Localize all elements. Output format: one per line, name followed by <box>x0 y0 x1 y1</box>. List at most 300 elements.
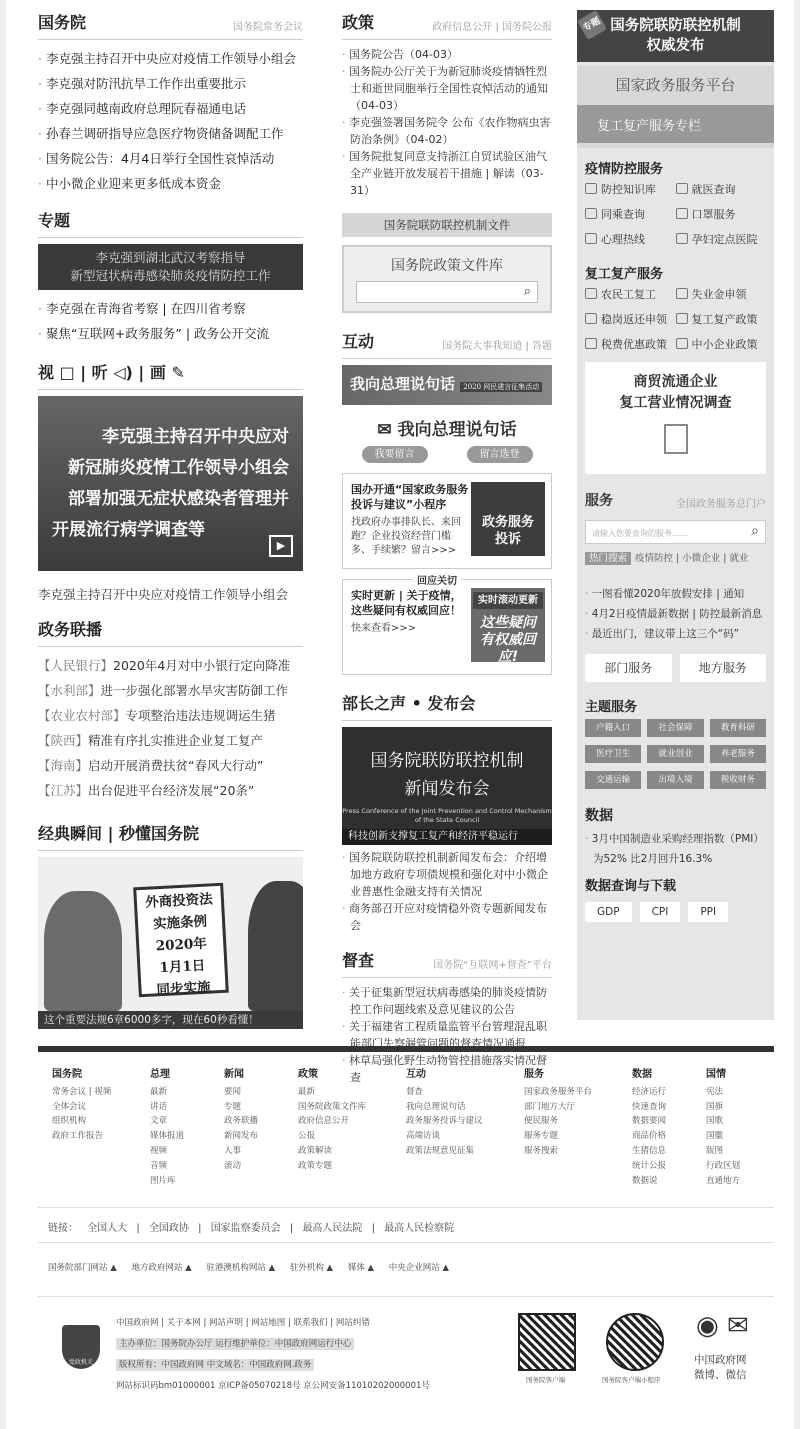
list-item[interactable]: · 最近出门，建议带上这三个“码” <box>585 624 766 644</box>
list-item[interactable]: · 关于征集新型冠状病毒感染的肺炎疫情防控工作问题线索及意见建议的公告 <box>342 984 552 1018</box>
theme-tag[interactable]: 税收财务 <box>710 771 766 789</box>
premier-banner[interactable] <box>342 365 552 405</box>
service-search-input[interactable] <box>585 520 766 544</box>
footer-col-heading[interactable]: 服务 <box>524 1069 544 1080</box>
separator: | <box>198 1223 202 1234</box>
press-caption: 科技创新支撑复工复产和经济平稳运行 <box>342 829 552 845</box>
footer-link[interactable]: 政策解读 <box>298 1145 333 1156</box>
heart-icon <box>585 233 597 244</box>
social-line: 微博、微信 <box>694 1369 747 1381</box>
banner-line: 李克强到湖北武汉考察指导 <box>95 250 246 265</box>
theme-tag[interactable]: 出境入境 <box>647 771 703 789</box>
section-title[interactable]: 部长之声 • 发布会 <box>342 694 476 713</box>
list-item[interactable]: · 孙春兰调研指导应急医疗物资储备调配工作 <box>38 121 303 146</box>
local-service-button[interactable]: 地方服务 <box>680 654 767 682</box>
platform-title: 国家政务服务平台 <box>615 76 736 94</box>
board-line: 实施条例 <box>152 913 208 933</box>
cartoon-caption: 这个重要法规6章6000多字，现在60秒看懂！ <box>38 1011 303 1029</box>
service-link[interactable] <box>585 181 676 197</box>
hot-search <box>577 544 774 564</box>
theme-tag[interactable]: 户籍入口 <box>585 719 641 737</box>
train-icon <box>585 208 597 219</box>
footer-link[interactable]: 政务联播 <box>224 1116 259 1127</box>
authority-release-banner[interactable] <box>577 10 774 62</box>
footer-col <box>692 1068 752 1197</box>
policy-database <box>342 245 552 313</box>
section-header-zhuanti <box>38 208 303 238</box>
section-title: 主题服务 <box>585 700 638 715</box>
press-line: 新闻发布会 <box>404 779 490 799</box>
list-item[interactable]: · 李克强同越南政府总理阮春福通电话 <box>38 96 303 121</box>
footer-link[interactable]: 生猪信息 <box>632 1145 667 1156</box>
video-thumbnail[interactable] <box>38 396 303 571</box>
list-item[interactable]: · 关于福建省工程质量监管平台管理混乱职能部门失察漏管问题的督查情况通报 <box>342 1018 552 1052</box>
mask-icon <box>676 208 688 219</box>
site-dropdown[interactable]: 驻港澳机构网站 ▲ <box>206 1263 276 1273</box>
list-item[interactable]: · 国务院公告（04-03） <box>342 46 552 63</box>
footer-col <box>210 1068 284 1197</box>
footer-link[interactable]: 国徽 <box>706 1131 724 1142</box>
service-label: 中小企业政策 <box>691 338 758 351</box>
footer-col-heading[interactable]: 国务院 <box>52 1069 82 1080</box>
document-icon <box>676 313 688 324</box>
footer-link[interactable]: 视频 <box>150 1145 168 1156</box>
service-grid <box>585 181 766 247</box>
footer-info <box>116 1313 430 1397</box>
qr-code-client <box>518 1313 576 1371</box>
footer-link[interactable]: 高端访谈 <box>406 1131 441 1142</box>
premier-title-text: 我向总理说句话 <box>397 420 517 440</box>
lianbo-list <box>38 653 303 803</box>
footer-link[interactable]: 音频 <box>150 1160 168 1171</box>
list-item[interactable] <box>38 653 303 678</box>
card-text <box>351 588 469 636</box>
list-item[interactable]: · 李克强在青海省考察 | 在四川省考察 <box>38 296 303 321</box>
service-link[interactable] <box>585 336 676 352</box>
service-label: 稳岗返还申领 <box>601 313 667 326</box>
section-header-hudong <box>342 329 552 359</box>
hospital-icon <box>676 183 688 194</box>
footer-link[interactable]: 版图 <box>706 1145 724 1156</box>
list-item[interactable]: · 李克强对防汛抗旱工作作出重要批示 <box>38 71 303 96</box>
list-item[interactable]: · 国务院联防联控机制新闻发布会：介绍增加地方政府专项债规模和强化对中小微企业普惠性金融支持有关情况 <box>342 849 552 900</box>
item-text: 2020年4月对中小银行定向降准 <box>113 658 291 673</box>
icp-info: 网站标识码bm01000001 京ICP备05070218号 京公网安备11010202000001号 <box>116 1381 430 1391</box>
footer-link[interactable]: 国务院政策文件库 <box>298 1101 367 1112</box>
footer-link[interactable]: 数据要闻 <box>632 1116 667 1127</box>
press-english: Press Conference of the Joint Prevention and Control Mechanism of the State Council <box>342 807 552 824</box>
banner-line: 国务院联防联控机制 <box>610 18 741 34</box>
video-text-line: 李克强主持召开中央应对 <box>102 427 289 447</box>
footer-link[interactable]: 督查 <box>406 1086 424 1097</box>
item-text: 启动开展消费扶贫“春风大行动” <box>88 758 264 773</box>
social-label <box>694 1353 747 1383</box>
section-header-jingdian <box>38 821 303 851</box>
section-meta-link[interactable]: 国务院“互联网+督查”平台 <box>433 960 552 971</box>
service-label: 口罩服务 <box>691 208 736 221</box>
list-item[interactable]: · 3月中国制造业采购经理指数（PMI）为52% 比2月回升16.3% <box>585 829 766 869</box>
section-title[interactable]: 督查 <box>342 951 375 970</box>
video-text-line: 开展流行病学调查等 <box>52 520 205 540</box>
theme-tags <box>577 719 774 789</box>
service-link[interactable] <box>585 311 676 327</box>
separator: | <box>289 1223 294 1234</box>
service-link[interactable] <box>676 206 767 222</box>
theme-tag[interactable]: 医疗卫生 <box>585 745 641 763</box>
survey-line: 复工营业情况调查 <box>619 395 732 411</box>
service-label: 同乘查询 <box>601 208 645 221</box>
list-item[interactable] <box>38 728 303 753</box>
link[interactable]: 国家监察委员会 <box>210 1223 281 1234</box>
link[interactable]: 全国人大 <box>87 1223 128 1234</box>
book-icon <box>585 183 597 194</box>
service-label: 防控知识库 <box>601 183 656 196</box>
footer-link[interactable]: 国歌 <box>706 1116 724 1127</box>
footer-link[interactable]: 便民服务 <box>524 1116 559 1127</box>
news-list <box>38 46 303 196</box>
service-link[interactable] <box>676 336 767 352</box>
footer-link[interactable]: 国家政务服务平台 <box>524 1086 593 1097</box>
section-title: 数据 <box>585 808 613 824</box>
qr-caption: 国务院客户端小程序 <box>602 1376 661 1384</box>
service-label: 税费优惠政策 <box>601 338 667 351</box>
response-image <box>471 588 545 665</box>
bottom-links[interactable]: 中国政府网 | 关于本网 | 网站声明 | 网站地图 | 联系我们 | 网站纠错 <box>116 1318 370 1328</box>
card-body: 快来查看>>> <box>351 623 417 634</box>
list-item[interactable]: · 国务院办公厅关于为新冠肺炎疫情牺牲烈士和逝世同胞举行全国性哀悼活动的通知（04-03） <box>342 63 552 114</box>
card-head: 回应关切 <box>413 572 461 587</box>
qr-code-miniprogram <box>606 1313 664 1371</box>
service-link[interactable] <box>676 286 767 302</box>
complaint-card[interactable] <box>342 473 552 569</box>
survey-line: 商贸流通企业 <box>633 374 718 390</box>
theme-tag[interactable]: 交通运输 <box>585 771 641 789</box>
img-line: 投诉 <box>494 532 521 547</box>
card-body: 找政府办事排队长、来回跑？企业投资经营门槛多、手续繁？留言>>> <box>351 517 461 556</box>
footer-link[interactable]: 数据说 <box>632 1175 658 1186</box>
footer-link[interactable]: 政府信息公开 <box>298 1116 350 1127</box>
footer-link[interactable]: 政策专题 <box>298 1160 333 1171</box>
section-title[interactable]: 经典瞬间 | 秒懂国务院 <box>38 824 199 843</box>
gdp-button[interactable]: GDP <box>585 902 632 922</box>
region-tag: 【陕西】 <box>38 733 89 748</box>
footer-link[interactable]: 讲话 <box>150 1101 168 1112</box>
search-icon[interactable]: ⌕ <box>523 284 531 299</box>
footer-link[interactable]: 公报 <box>298 1131 316 1142</box>
list-item[interactable] <box>38 703 303 728</box>
board-line: 外商投资法 <box>144 891 214 911</box>
building-icon <box>664 424 688 454</box>
item-text: 精准有序扎实推进企业复工复产 <box>88 733 264 748</box>
footer-link[interactable]: 常务会议 | 视频 <box>52 1086 112 1097</box>
document-icon <box>676 338 688 349</box>
theme-services <box>577 696 774 715</box>
separator: | <box>136 1223 140 1234</box>
topic-badge: 专题 <box>577 10 607 40</box>
survey-banner[interactable] <box>585 362 766 474</box>
service-portal-link[interactable]: 全国政务服务总门户 <box>676 499 766 510</box>
section-title[interactable]: 国务院 <box>38 13 87 32</box>
footer-link[interactable]: 专题 <box>224 1101 242 1112</box>
cartoon-person-right <box>248 881 303 1011</box>
service-buttons <box>577 644 774 682</box>
footer-col-heading[interactable]: 政策 <box>298 1069 318 1080</box>
footer-col-heading[interactable]: 数据 <box>632 1069 652 1080</box>
footer-col <box>510 1068 618 1197</box>
banner-line: 权威发布 <box>646 38 705 54</box>
region-tag: 【人民银行】 <box>38 658 114 673</box>
response-card[interactable] <box>342 576 552 675</box>
press-conference-image[interactable] <box>342 727 552 845</box>
footer-link[interactable]: 直通地方 <box>706 1175 741 1186</box>
section-header-guowuyuan <box>38 10 303 40</box>
list-item[interactable] <box>38 678 303 703</box>
service-grid <box>585 286 766 352</box>
footer-link[interactable]: 商品价格 <box>632 1131 667 1142</box>
footer-link[interactable]: 我向总理说句话 <box>406 1101 466 1112</box>
footer-link[interactable]: 全体会议 <box>52 1101 87 1112</box>
list-item[interactable]: · 一图看懂2020年放假安排 | 通知 <box>585 584 766 604</box>
section-title[interactable]: 互动 <box>342 332 375 351</box>
footer-link[interactable]: 快速查询 <box>632 1101 667 1112</box>
ppi-button[interactable]: PPI <box>688 902 728 922</box>
links-label: 链接： <box>48 1223 78 1234</box>
left-column <box>38 10 303 1029</box>
theme-tag[interactable]: 养老服务 <box>710 745 766 763</box>
policy-list <box>342 46 552 199</box>
footer-link[interactable]: 政务服务投诉与建议 <box>406 1116 483 1127</box>
img-line: 政务服务 <box>481 515 534 530</box>
list-item[interactable]: · 聚焦“互联网+政务服务” | 政务公开交流 <box>38 321 303 346</box>
party-emblem-icon[interactable] <box>62 1325 100 1369</box>
section-title[interactable]: 专题 <box>38 211 71 230</box>
topic-list <box>38 296 303 346</box>
footer-link[interactable]: 政府工作报告 <box>52 1131 104 1142</box>
right-column <box>577 10 774 1020</box>
document-icon <box>585 338 597 349</box>
card-text <box>351 482 469 558</box>
service-label: 失业金申领 <box>691 288 747 301</box>
leave-message-button[interactable]: 我要留言 <box>362 446 428 463</box>
list-item[interactable]: · 林草局强化野生动物管控措施落实情况督查 <box>342 1052 552 1086</box>
press-line: 国务院联防联控机制 <box>370 751 524 771</box>
region-tag: 【海南】 <box>38 758 89 773</box>
footer-bottom <box>38 1297 774 1407</box>
services-header <box>577 474 774 514</box>
section-title[interactable]: 政策 <box>342 13 375 32</box>
envelope-icon: ✉ <box>377 420 398 440</box>
pregnant-icon <box>676 233 688 244</box>
board-line: 1月1日 <box>159 957 206 977</box>
footer-link[interactable]: 宪法 <box>706 1086 724 1097</box>
service-link[interactable] <box>585 206 676 222</box>
list-item[interactable] <box>38 753 303 778</box>
list-item[interactable]: · 国务院公告：4月4日举行全国性哀悼活动 <box>38 146 303 171</box>
sponsor-info: 主办单位：国务院办公厅 运行维护单位：中国政府网运行中心 <box>116 1338 354 1350</box>
mechanism-file-button[interactable]: 国务院联防联控机制文件 <box>342 213 552 237</box>
section-meta-link[interactable]: 政府信息公开 | 国务院公报 <box>432 22 552 33</box>
section-header-lianbo <box>38 617 303 647</box>
footer-link[interactable]: 人事 <box>224 1145 242 1156</box>
data-buttons <box>577 898 774 926</box>
complaint-image <box>471 482 545 556</box>
region-tag: 【农业农村部】 <box>38 708 126 723</box>
list-item[interactable]: · 4月2日疫情最新数据 | 防控最新消息 <box>585 604 766 624</box>
site-dropdown[interactable]: 媒体 ▲ <box>347 1263 375 1273</box>
list-item[interactable] <box>38 778 303 803</box>
data-list <box>577 829 774 869</box>
yen-icon <box>585 313 597 324</box>
banner-line: 新型冠状病毒感染肺炎疫情防控工作 <box>70 268 271 283</box>
emblem-label: 党政机关 <box>68 1359 93 1366</box>
footer-col-heading[interactable]: 新闻 <box>224 1069 244 1080</box>
department-service-button[interactable]: 部门服务 <box>585 654 672 682</box>
board-line: 2020年 <box>155 935 208 955</box>
link[interactable]: 最高人民检察院 <box>384 1223 455 1234</box>
section-title: 数据查询与下载 <box>585 879 677 894</box>
service-label: 心理热线 <box>601 233 645 246</box>
link[interactable]: 最高人民法院 <box>302 1223 363 1234</box>
footer-link[interactable]: 组织机构 <box>52 1116 87 1127</box>
cpi-button[interactable]: CPI <box>640 902 681 922</box>
middle-column <box>342 10 552 1086</box>
topic-banner[interactable] <box>38 244 303 290</box>
footer-col <box>136 1068 210 1197</box>
service-news-list <box>577 564 774 644</box>
footer-col <box>284 1068 392 1197</box>
theme-tag[interactable]: 教育科研 <box>710 719 766 737</box>
play-icon[interactable]: ▶ <box>269 535 293 557</box>
list-item[interactable]: · 商务部召开应对疫情稳外资专题新闻发布会 <box>342 900 552 934</box>
video-caption[interactable]: 李克强主持召开中央应对疫情工作领导小组会 <box>38 587 289 602</box>
weibo-wechat-icon[interactable]: ◉ ✉ <box>696 1311 749 1341</box>
search-placeholder: 请输入您要查询的服务…… <box>592 529 688 538</box>
service-link[interactable] <box>585 286 676 302</box>
card-title: 实时更新 | 关于疫情，这些疑问有权威回应！ <box>351 589 462 617</box>
section-meta-link[interactable]: 国务院常务会议 <box>233 22 303 33</box>
selected-messages-button[interactable]: 留言选登 <box>467 446 533 463</box>
site-dropdown[interactable]: 中央企业网站 ▲ <box>388 1263 450 1273</box>
site-dropdown[interactable]: 驻外机构 ▲ <box>289 1263 334 1273</box>
footer-link[interactable]: 行政区划 <box>706 1160 741 1171</box>
search-icon[interactable]: ⌕ <box>751 523 759 539</box>
press-list <box>342 849 552 934</box>
list-item[interactable]: · 国务院批复同意支持浙江自贸试验区油气全产业链开放发展若干措施 | 解读（03-31） <box>342 148 552 199</box>
footer-link[interactable]: 最新 <box>150 1086 168 1097</box>
footer-link[interactable]: 经济运行 <box>632 1086 667 1097</box>
footer-link[interactable]: 服务专题 <box>524 1131 559 1142</box>
data-section <box>577 805 774 825</box>
item-text: 出台促进平台经济发展“20条” <box>88 783 255 798</box>
link[interactable]: 全国政协 <box>148 1223 189 1234</box>
card-title: 国办开通“国家政务服务投诉与建议”小程序 <box>351 483 469 511</box>
footer-link[interactable]: 政策法规意见征集 <box>406 1145 475 1156</box>
social-line: 中国政府网 <box>694 1354 747 1366</box>
footer-col <box>38 1068 136 1197</box>
footer-col-heading[interactable]: 总理 <box>150 1069 170 1080</box>
section-meta-link[interactable]: 国务院大事我知道 | 答题 <box>442 341 552 352</box>
resumption-strip: 复工复产服务专栏 <box>577 105 774 143</box>
gov-service-platform[interactable] <box>577 66 774 148</box>
banner-text: 我向总理说句话 <box>350 375 456 393</box>
footer-link[interactable]: 滚动 <box>224 1160 242 1171</box>
region-tag: 【水利部】 <box>38 683 101 698</box>
theme-tag[interactable]: 就业创业 <box>647 745 703 763</box>
footer-link[interactable]: 部门地方大厅 <box>524 1101 576 1112</box>
service-link[interactable] <box>585 231 676 247</box>
video-text-line: 部署加强无症状感染者管理并 <box>68 489 289 509</box>
separator: | <box>371 1223 375 1234</box>
site-dropdown[interactable]: 国务院部门网站 ▲ <box>48 1263 117 1273</box>
region-tag: 【江苏】 <box>38 783 89 798</box>
section-title[interactable]: 政务联播 <box>38 620 103 639</box>
cartoon-person-left <box>44 891 122 1011</box>
service-link[interactable] <box>676 181 767 197</box>
footer-link[interactable]: 新闻发布 <box>224 1131 259 1142</box>
document-icon <box>676 288 688 299</box>
copyright-info: 版权所有：中国政府网 中文域名：中国政府网.政务 <box>116 1359 314 1371</box>
footer-col <box>618 1068 692 1197</box>
service-label: 孕妇定点医院 <box>691 233 758 246</box>
policy-search-input[interactable] <box>356 281 538 303</box>
service-link[interactable] <box>676 311 767 327</box>
epidemic-services <box>577 158 774 352</box>
premier-title <box>342 415 552 440</box>
footer-link[interactable]: 要闻 <box>224 1086 242 1097</box>
footer-link[interactable]: 文章 <box>150 1116 168 1127</box>
service-label: 复工复产政策 <box>691 313 758 326</box>
hot-search-items[interactable]: 疫情防控 | 小微企业 | 就业 <box>635 553 749 564</box>
qr-caption: 国务院客户端 <box>526 1376 565 1384</box>
footer-link[interactable]: 服务搜索 <box>524 1145 559 1156</box>
media-tabs[interactable]: 视 □ | 听 ◁) | 画 ✎ <box>38 363 185 382</box>
board-line: 同步实施 <box>156 979 211 999</box>
list-item[interactable]: · 中小微企业迎来更多低成本资金 <box>38 171 303 196</box>
service-label: 农民工复工 <box>601 288 656 301</box>
cartoon-board <box>133 883 229 998</box>
service-link[interactable] <box>676 231 767 247</box>
img-line: 这些疑问 <box>480 615 536 631</box>
footer-col-heading[interactable]: 互动 <box>406 1069 426 1080</box>
footer-col <box>392 1068 510 1197</box>
footer-link[interactable]: 统计公报 <box>632 1160 667 1171</box>
section-header-buzhang <box>342 691 552 721</box>
footer-col-heading[interactable]: 国情 <box>706 1069 726 1080</box>
policy-db-title[interactable]: 国务院政策文件库 <box>391 258 503 274</box>
section-header-media <box>38 360 303 390</box>
cartoon-image[interactable] <box>38 857 303 1029</box>
hot-search-label: 热门搜索 <box>585 552 631 565</box>
site-dropdowns <box>38 1243 774 1297</box>
img-line: 有权威回应! <box>480 632 536 665</box>
list-item[interactable]: · 李克强签署国务院令 公布《农作物病虫害防治条例》（04-02） <box>342 114 552 148</box>
friend-links <box>38 1207 774 1243</box>
footer <box>38 1046 774 1407</box>
data-query <box>577 875 774 894</box>
section-header-ducha <box>342 948 552 978</box>
theme-tag[interactable]: 社会保障 <box>647 719 703 737</box>
img-top: 实时滚动更新 <box>473 592 543 609</box>
footer-link[interactable]: 最新 <box>298 1086 316 1097</box>
footer-link[interactable]: 国旗 <box>706 1101 724 1112</box>
section-header-zhengce <box>342 10 552 40</box>
section-title: 复工复产服务 <box>585 267 664 282</box>
site-dropdown[interactable]: 地方政府网站 ▲ <box>131 1263 192 1273</box>
footer-link[interactable]: 媒体报道 <box>150 1131 185 1142</box>
footer-link[interactable]: 图片库 <box>150 1175 176 1186</box>
list-item[interactable]: · 李克强主持召开中央应对疫情工作领导小组会 <box>38 46 303 71</box>
section-title: 疫情防控服务 <box>585 162 664 177</box>
